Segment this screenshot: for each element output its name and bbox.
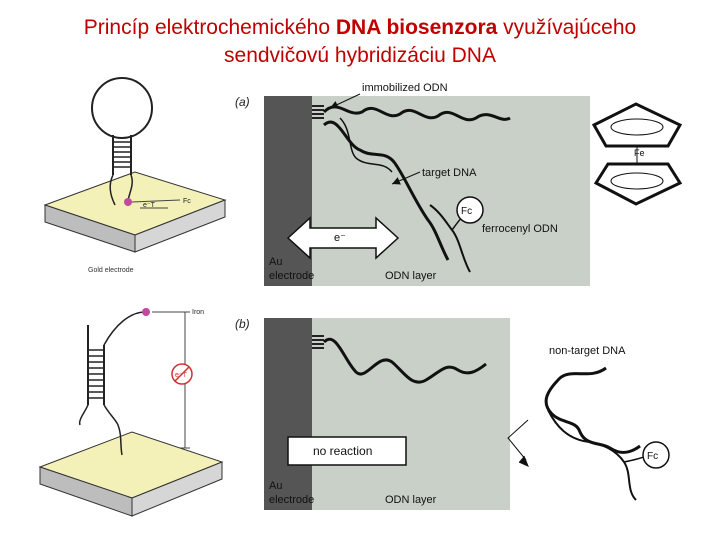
duplex-base-pairs: [88, 350, 104, 398]
odn-layer-b: [312, 318, 510, 510]
rejection-arrow: [508, 420, 528, 460]
hairpin-loop: [92, 78, 152, 138]
ferrocene-top-ring: [594, 104, 680, 146]
ferrocene-bottom-ring: [596, 164, 680, 204]
fc-label-top: Fc: [183, 198, 191, 205]
no-reaction-label: no reaction: [313, 444, 373, 458]
fe-label: Fe: [634, 148, 645, 158]
fc-label-b: Fc: [647, 451, 659, 462]
immobilized-odn-label: immobilized ODN: [362, 82, 448, 94]
odn-layer-label-a: ODN layer: [385, 270, 437, 282]
electron-transfer-label-bottom: e⁻T: [175, 372, 187, 379]
title-part2: využívajúceho: [497, 16, 637, 39]
electrode-label-b: electrode: [269, 494, 315, 506]
ferrocenyl-odn-label: ferrocenyl ODN: [482, 223, 558, 235]
title-bold: DNA biosenzora: [335, 16, 498, 39]
hairpin-base-pairs: [113, 142, 131, 167]
odn-layer-label-b: ODN layer: [385, 494, 437, 506]
left-bottom-diagram: [40, 308, 222, 516]
panel-b-tag: (b): [235, 317, 250, 331]
electron-transfer-label-top: e⁻T: [143, 202, 155, 209]
fc-label-a: Fc: [461, 206, 473, 217]
title-part1: Princíp elektrochemického: [83, 16, 336, 39]
title-line2: sendvičovú hybridizáciu DNA: [224, 44, 496, 67]
ferrocene-structure: [594, 104, 680, 204]
panel-b: [235, 317, 669, 510]
ferrocene-dot-top: [124, 198, 132, 206]
target-dna-label: target DNA: [422, 167, 477, 179]
left-top-diagram: [45, 78, 225, 274]
odn-layer-a: [312, 96, 590, 286]
panel-a-tag: (a): [235, 95, 250, 109]
non-target-dna-label: non-target DNA: [549, 345, 626, 357]
electrode-label-a: electrode: [269, 270, 315, 282]
gold-electrode-caption: Gold electrode: [88, 267, 134, 274]
iron-label: Iron: [192, 309, 205, 316]
ferrocene-dot-bottom: [142, 308, 150, 316]
electron-label-a: e⁻: [334, 232, 346, 244]
au-label-a: Au: [269, 256, 283, 268]
panel-a: [235, 82, 590, 286]
au-label-b: Au: [269, 480, 283, 492]
non-target-dna-strand: [546, 368, 640, 452]
